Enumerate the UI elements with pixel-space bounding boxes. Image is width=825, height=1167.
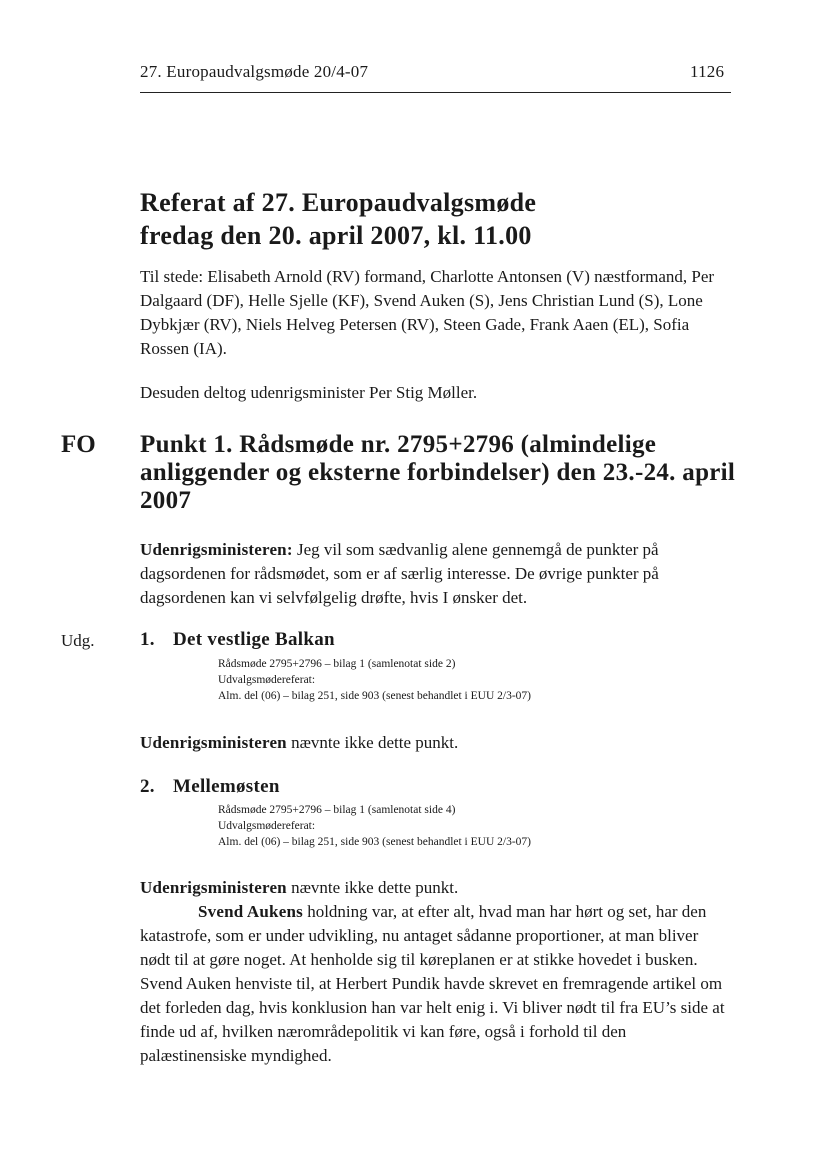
- item-title: Det vestlige Balkan: [173, 629, 335, 650]
- reference-line: Alm. del (06) – bilag 251, side 903 (senest behandlet i EUU 2/3-07): [218, 690, 531, 702]
- item-heading-2: [140, 776, 280, 798]
- reference-line: Rådsmøde 2795+2796 – bilag 1 (samlenotat side 2): [218, 658, 456, 670]
- attendance-paragraph: [140, 265, 735, 361]
- attendance-text: Til stede: Elisabeth Arnold (RV) formand, Charlotte Antonsen (V) næstformand, Per Dalgaard (DF), Helle Sjelle (KF), Svend Auken (S), Jens Christian Lund (S), Lone Dybkjær (RV), Niels Helveg Petersen (RV), Steen Gade, Frank Aaen (EL), Sofia Rossen (IA).: [140, 267, 715, 358]
- statement: nævnte ikke dette punkt.: [286, 733, 459, 752]
- header-rule: [140, 92, 731, 93]
- document-title: [140, 186, 536, 252]
- also-present-paragraph: [140, 381, 735, 405]
- item-references-2: [218, 802, 531, 850]
- item-references-1: [218, 656, 531, 704]
- also-present-text: Desuden deltog udenrigsminister Per Stig Møller.: [140, 383, 478, 402]
- statement: holdning var, at efter alt, hvad man har hørt og set, har den katastrofe, som er under udvikling, nu antaget sådanne proportioner, at man bliver nødt til at gøre noget. At henholde sig til køreplanen er at stikke hovedet i busken. Svend Auken henviste til, at Herbert Pundik havde skrevet en fremragende artikel om det forleden dag, hvis konklusion han var helt enig i. Vi bliver nødt til fra EU’s side at finde ud af, hvilken nærområdepolitik vi kan føre, også i forhold til den palæstinensiske myndighed.: [140, 902, 725, 1065]
- item-number: 1.: [140, 629, 155, 650]
- running-header-title: 27. Europaudvalgsmøde 20/4-07: [140, 62, 369, 81]
- margin-label-fo: FO: [61, 431, 96, 458]
- item-heading-1: [140, 629, 335, 651]
- section-intro-paragraph: [140, 538, 735, 610]
- page-number: 1126: [690, 62, 725, 81]
- title-line-2: fredag den 20. april 2007, kl. 11.00: [140, 221, 532, 250]
- margin-label-udg: Udg.: [61, 631, 95, 650]
- intro-text: Jeg vil som sædvanlig alene gennemgå de punkter på dagsordenen for rådsmødet, som er af særlig interesse. De øvrige punkter på dagsordenen kan vi selvfølgelig drøfte, hvis I ønsker det.: [140, 540, 659, 607]
- speaker: Udenrigsministeren: [140, 878, 287, 897]
- reference-line: Rådsmøde 2795+2796 – bilag 1 (samlenotat side 4): [218, 804, 456, 816]
- speaker: Svend Aukens: [198, 902, 303, 921]
- item-number: 2.: [140, 776, 155, 797]
- speaker: Udenrigsministeren: [140, 733, 287, 752]
- item-1-paragraph: [140, 731, 735, 755]
- statement: nævnte ikke dette punkt.: [286, 878, 459, 897]
- section-heading: Punkt 1. Rådsmøde nr. 2795+2796 (almindelige anliggender og eksterne forbindelser) den 23.-24. april 2007: [140, 431, 736, 514]
- item-title: Mellemøsten: [173, 776, 280, 797]
- reference-line: Udvalgsmødereferat:: [218, 820, 316, 832]
- reference-line: Udvalgsmødereferat:: [218, 674, 316, 686]
- auken-paragraph: [140, 900, 732, 1068]
- reference-line: Alm. del (06) – bilag 251, side 903 (senest behandlet i EUU 2/3-07): [218, 836, 531, 848]
- title-line-1: Referat af 27. Europaudvalgsmøde: [140, 188, 537, 217]
- item-2-paragraph: [140, 876, 735, 900]
- intro-speaker: Udenrigsministeren:: [140, 540, 293, 559]
